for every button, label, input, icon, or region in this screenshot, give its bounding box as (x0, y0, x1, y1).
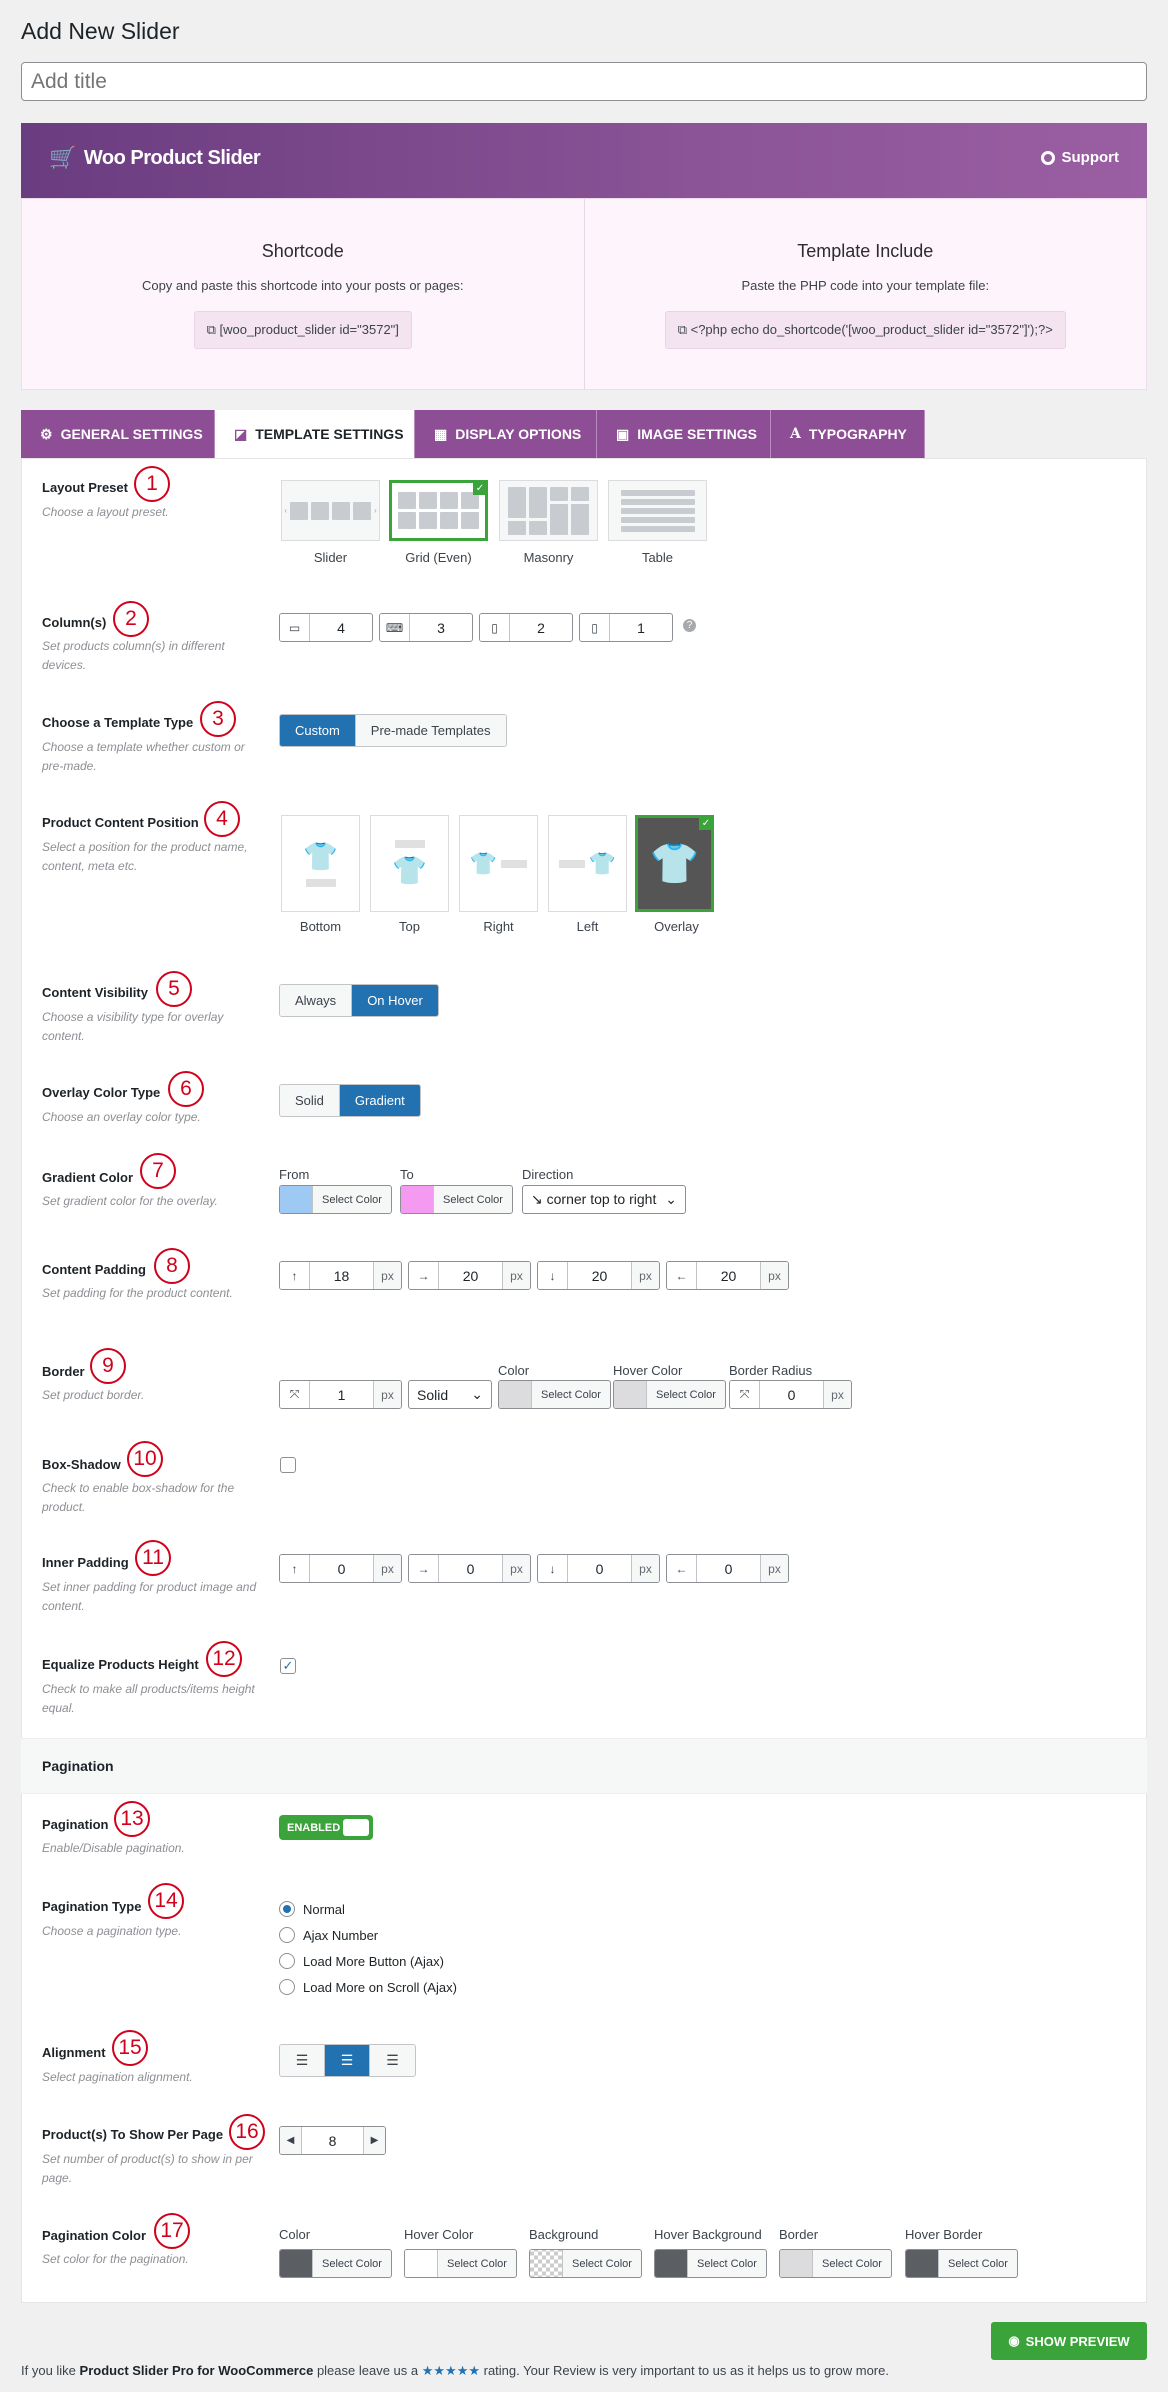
unit-label: px (373, 1262, 401, 1289)
unit-label: px (502, 1262, 530, 1289)
footer-mid: please leave us a (313, 2363, 422, 2378)
table-preview-icon (621, 490, 695, 532)
template-include-code[interactable] (665, 311, 1066, 349)
callout-number: 14 (148, 1883, 184, 1919)
template-type-label: Choose a Template Type (42, 715, 194, 730)
arrow-down-icon: ↓ (538, 1262, 568, 1289)
footer-text (21, 2363, 889, 2379)
color-swatch (405, 2250, 437, 2277)
inner-padding-right-input[interactable] (408, 1554, 531, 1583)
columns-laptop-input[interactable] (379, 613, 473, 642)
picker-label: Hover Background (654, 2227, 762, 2242)
radio-label: Normal (303, 1901, 345, 1917)
callout-number: 7 (140, 1153, 176, 1189)
callout-number: 11 (135, 1540, 171, 1576)
callout-number: 5 (156, 971, 192, 1007)
shortcode-code[interactable] (194, 311, 412, 349)
pagination-toggle[interactable] (279, 1815, 373, 1840)
radio-dot (279, 1953, 295, 1969)
lifebuoy-icon (1041, 151, 1055, 165)
check-badge-icon: ✓ (473, 481, 487, 495)
footer-pre: If you like (21, 2363, 80, 2378)
increment-icon[interactable]: ▶ (363, 2127, 385, 2154)
cart-icon: 🛒 (49, 145, 76, 170)
pagination-color-desc: Set color for the pagination. (42, 2252, 189, 2266)
callout-number: 2 (113, 601, 149, 637)
inner-padding-left-input[interactable] (666, 1554, 789, 1583)
to-label: To (400, 1167, 414, 1182)
preset-caption: Slider (313, 550, 348, 565)
radio-label: Load More Button (Ajax) (303, 1953, 444, 1969)
copy-icon: ⧉ (206, 322, 216, 337)
template-include-column (584, 199, 1147, 389)
arrow-up-icon: ↑ (280, 1555, 310, 1582)
border-hover-color-label: Hover Color (613, 1363, 683, 1378)
picker-label: Background (529, 2227, 599, 2242)
pagination-type-label: Pagination Type (42, 1899, 142, 1914)
mobile-icon: ▯ (580, 614, 610, 641)
select-color-label: Select Color (687, 2250, 766, 2277)
direction-select[interactable] (522, 1185, 686, 1214)
settings-tabs (21, 410, 925, 458)
tab-label: GENERAL SETTINGS (60, 426, 203, 442)
border-style-value: Solid (417, 1386, 449, 1403)
position-top[interactable] (370, 815, 449, 912)
padding-value: 0 (466, 1560, 475, 1577)
border-style-select[interactable] (408, 1380, 492, 1409)
tshirt-icon: 👕 (588, 850, 617, 876)
arrow-right-icon: → (409, 1262, 439, 1289)
rating-stars[interactable]: ★★★★★ (421, 2363, 481, 2378)
padding-value: 18 (333, 1267, 350, 1284)
brand-name: Woo Product Slider (83, 146, 261, 169)
preset-caption: Grid (Even) (405, 550, 472, 565)
column-value: 2 (537, 619, 545, 636)
radio-dot (279, 1927, 295, 1943)
border-label: Border (42, 1364, 85, 1379)
columns-label: Column(s) (42, 615, 107, 630)
callout-number: 8 (154, 1248, 190, 1284)
color-swatch (906, 2250, 938, 2277)
expand-icon: ⤧ (730, 1381, 760, 1408)
laptop-icon: ⌨ (380, 614, 410, 641)
support-label: Support (1061, 149, 1119, 166)
callout-number: 16 (229, 2114, 265, 2150)
grid-icon: ▦ (434, 425, 448, 442)
inner-padding-label: Inner Padding (42, 1555, 129, 1570)
tab-display-options[interactable] (415, 410, 597, 458)
callout-number: 4 (204, 801, 240, 837)
template-include-text: <?php echo do_shortcode('[woo_product_slider id="3572"]');?> (690, 322, 1053, 337)
box-shadow-desc: Check to enable box-shadow for the product. (42, 1481, 235, 1514)
equalize-label: Equalize Products Height (42, 1657, 199, 1672)
shortcode-title: Shortcode (261, 241, 344, 261)
box-shadow-checkbox[interactable] (280, 1457, 296, 1473)
tshirt-icon: 👕 (469, 850, 498, 876)
decrement-icon[interactable]: ◀ (280, 2127, 302, 2154)
gear-icon: ⚙ (40, 425, 53, 442)
tablet-icon: ▯ (480, 614, 510, 641)
unit-label: px (760, 1555, 788, 1582)
border-width-input[interactable] (279, 1380, 402, 1409)
select-color-label: Select Color (437, 2250, 516, 2277)
template-include-desc: Paste the PHP code into your template file: (741, 278, 990, 293)
padding-bottom-input[interactable] (537, 1261, 660, 1290)
tab-image-settings[interactable] (597, 410, 771, 458)
check-badge-icon: ✓ (699, 816, 713, 830)
content-position-label: Product Content Position (42, 815, 199, 830)
visibility-label: Content Visibility (42, 985, 148, 1000)
border-desc: Set product border. (42, 1388, 145, 1402)
visibility-desc: Choose a visibility type for overlay content. (42, 1010, 224, 1043)
pagination-type-radios (279, 1896, 457, 2000)
padding-top-input[interactable] (279, 1261, 402, 1290)
gradient-desc: Set gradient color for the overlay. (42, 1194, 218, 1208)
transparent-swatch (530, 2250, 562, 2277)
tshirt-icon: 👕 (649, 842, 700, 886)
direction-value: ↘ corner top to right (531, 1191, 657, 1207)
template-include-title: Template Include (797, 241, 934, 261)
pagination-type-desc: Choose a pagination type. (42, 1924, 182, 1938)
masonry-preview-icon (508, 487, 589, 535)
tab-typography[interactable] (771, 410, 925, 458)
brand (49, 145, 260, 171)
text-lines-icon (306, 879, 336, 887)
content-padding-desc: Set padding for the product content. (42, 1286, 233, 1300)
section-title: Pagination (42, 1758, 114, 1774)
tshirt-icon: 👕 (303, 841, 338, 872)
callout-number: 1 (134, 466, 170, 502)
radio-normal[interactable] (279, 1896, 457, 1922)
pagination-toggle-label: Pagination (42, 1817, 109, 1832)
font-icon: A (790, 426, 801, 442)
callout-number: 6 (168, 1071, 204, 1107)
preset-masonry[interactable] (499, 480, 598, 541)
pagination-hover-background-picker[interactable] (654, 2249, 767, 2278)
callout-number: 3 (200, 701, 236, 737)
equalize-checkbox[interactable] (280, 1658, 296, 1674)
text-lines-icon (395, 840, 425, 848)
pagination-color-picker[interactable] (279, 2249, 392, 2278)
shortcode-panel (21, 198, 1147, 390)
padding-value: 20 (591, 1267, 608, 1284)
columns-desc: Set products column(s) in different devices. (42, 639, 225, 672)
padding-left-input[interactable] (666, 1261, 789, 1290)
radio-dot (279, 1901, 295, 1917)
alignment-desc: Select pagination alignment. (42, 2070, 193, 2084)
solid-button[interactable]: Solid (280, 1085, 340, 1116)
padding-value: 0 (724, 1560, 733, 1577)
tab-label: DISPLAY OPTIONS (455, 426, 582, 442)
preview-label: SHOW PREVIEW (1025, 2333, 1130, 2349)
grid-preview-icon (398, 492, 479, 529)
callout-number: 12 (206, 1641, 242, 1677)
picker-label: Border (779, 2227, 819, 2242)
inner-padding-desc: Set inner padding for product image and content. (42, 1580, 257, 1613)
image-icon: ▣ (616, 425, 630, 442)
arrow-left-icon: ← (667, 1262, 697, 1289)
picker-label: Hover Border (905, 2227, 983, 2242)
pagination-section-header (21, 1738, 1147, 1794)
layout-preset-desc: Choose a layout preset. (42, 505, 169, 519)
arrow-up-icon: ↑ (280, 1262, 310, 1289)
select-color-label: Select Color (531, 1381, 610, 1408)
page-title: Add New Slider (21, 18, 180, 44)
radio-load-more-scroll[interactable] (279, 1974, 457, 2000)
desktop-icon: ▭ (280, 614, 310, 641)
select-color-label: Select Color (562, 2250, 641, 2277)
shortcode-desc: Copy and paste this shortcode into your posts or pages: (141, 278, 464, 293)
content-position-desc: Select a position for the product name, content, meta etc. (42, 840, 248, 873)
from-color-picker[interactable] (279, 1185, 392, 1214)
preset-caption: Table (641, 550, 674, 565)
tab-label: TYPOGRAPHY (808, 426, 907, 442)
padding-right-input[interactable] (408, 1261, 531, 1290)
custom-template-button[interactable]: Custom (280, 715, 356, 746)
show-preview-button[interactable] (991, 2322, 1147, 2360)
border-color-label: Color (498, 1363, 530, 1378)
select-color-label: Select Color (312, 1186, 391, 1213)
radio-dot (279, 1979, 295, 1995)
color-swatch (655, 2250, 687, 2277)
per-page-value: 8 (328, 2132, 337, 2149)
alignment-buttons (279, 2044, 416, 2077)
picker-label: Color (279, 2227, 311, 2242)
column-value: 1 (637, 619, 645, 636)
position-caption: Top (399, 919, 420, 934)
position-right[interactable] (459, 815, 538, 912)
callout-number: 17 (154, 2213, 190, 2249)
toggle-knob (343, 1819, 369, 1836)
pagination-toggle-desc: Enable/Disable pagination. (42, 1841, 185, 1855)
callout-number: 13 (114, 1801, 150, 1837)
column-value: 4 (337, 619, 345, 636)
select-color-label: Select Color (646, 1381, 725, 1408)
padding-value: 20 (462, 1267, 479, 1284)
unit-label: px (631, 1555, 659, 1582)
footer-product: Product Slider Pro for WooCommerce (79, 2363, 314, 2378)
shortcode-text: [woo_product_slider id="3572"] (219, 322, 399, 337)
slider-preview-icon: ‹ › (284, 502, 376, 520)
to-color-picker[interactable] (400, 1185, 513, 1214)
content-padding-label: Content Padding (42, 1262, 146, 1277)
callout-number: 10 (127, 1441, 163, 1477)
color-swatch (280, 1186, 312, 1213)
help-icon[interactable]: ? (683, 619, 696, 632)
tab-general-settings[interactable] (21, 410, 215, 458)
columns-desktop-input[interactable] (279, 613, 373, 642)
gradient-button[interactable]: Gradient (340, 1085, 420, 1116)
radio-label: Ajax Number (303, 1927, 379, 1943)
inner-padding-top-input[interactable] (279, 1554, 402, 1583)
position-overlay[interactable] (635, 815, 714, 912)
picker-label: Hover Color (404, 2227, 474, 2242)
select-color-label: Select Color (433, 1186, 512, 1213)
callout-number: 9 (90, 1348, 126, 1384)
select-color-label: Select Color (312, 2250, 391, 2277)
border-hover-color-picker[interactable] (613, 1380, 726, 1409)
pagination-hover-color-picker[interactable] (404, 2249, 517, 2278)
overlay-type-desc: Choose an overlay color type. (42, 1110, 201, 1124)
per-page-label: Product(s) To Show Per Page (42, 2127, 224, 2142)
position-caption: Left (576, 919, 599, 934)
select-color-label: Select Color (812, 2250, 891, 2277)
arrow-down-icon: ↓ (538, 1555, 568, 1582)
shortcode-column (22, 199, 584, 389)
align-center-icon[interactable]: ☰ (325, 2045, 370, 2076)
checkmark-icon: ✓ (282, 1658, 294, 1673)
radio-label: Load More on Scroll (Ajax) (303, 1979, 457, 1995)
copy-icon: ⧉ (677, 322, 687, 337)
preset-slider[interactable] (281, 480, 380, 541)
chevron-down-icon: ⌄ (665, 1191, 677, 1207)
always-button[interactable]: Always (280, 985, 352, 1016)
unit-label: px (373, 1555, 401, 1582)
pagination-border-picker[interactable] (779, 2249, 892, 2278)
gradient-label: Gradient Color (42, 1170, 134, 1185)
per-page-desc: Set number of product(s) to show in per page. (42, 2152, 253, 2185)
position-caption: Right (483, 919, 514, 934)
preset-grid-even[interactable] (389, 480, 488, 541)
padding-value: 0 (337, 1560, 346, 1577)
premade-template-button[interactable]: Pre-made Templates (356, 715, 506, 746)
pagination-background-picker[interactable] (529, 2249, 642, 2278)
unit-label: px (631, 1262, 659, 1289)
box-shadow-label: Box-Shadow (42, 1457, 121, 1472)
position-caption: Bottom (299, 919, 342, 934)
arrow-left-icon: ← (667, 1555, 697, 1582)
padding-value: 0 (595, 1560, 604, 1577)
unit-label: px (502, 1555, 530, 1582)
text-lines-icon (559, 860, 585, 868)
tab-label: TEMPLATE SETTINGS (255, 426, 404, 442)
radio-load-more-button[interactable] (279, 1948, 457, 1974)
arrow-right-icon: → (409, 1555, 439, 1582)
title-input[interactable] (21, 62, 1147, 101)
select-color-label: Select Color (938, 2250, 1017, 2277)
equalize-desc: Check to make all products/items height equal. (42, 1682, 255, 1715)
columns-mobile-input[interactable] (579, 613, 673, 642)
on-hover-button[interactable]: On Hover (352, 985, 438, 1016)
border-radius-value: 0 (787, 1386, 796, 1403)
callout-number: 15 (112, 2030, 148, 2066)
color-swatch (401, 1186, 433, 1213)
pagination-hover-border-picker[interactable] (905, 2249, 1018, 2278)
border-radius-input[interactable] (729, 1380, 852, 1409)
position-left[interactable] (548, 815, 627, 912)
columns-tablet-input[interactable] (479, 613, 573, 642)
eye-icon: ◉ (1008, 2333, 1020, 2348)
expand-icon: ⤧ (280, 1381, 310, 1408)
layout-preset-label: Layout Preset (42, 480, 128, 495)
tshirt-icon: 👕 (392, 855, 427, 886)
border-width-value: 1 (337, 1386, 346, 1403)
radio-ajax-number[interactable] (279, 1922, 457, 1948)
column-value: 3 (437, 619, 445, 636)
padding-value: 20 (720, 1267, 737, 1284)
align-left-icon[interactable]: ☰ (280, 2045, 325, 2076)
from-label: From (279, 1167, 310, 1182)
direction-label: Direction (522, 1167, 574, 1182)
toggle-state: ENABLED (287, 1821, 341, 1834)
border-color-picker[interactable] (498, 1380, 611, 1409)
tab-template-settings[interactable] (215, 410, 415, 458)
unit-label: px (823, 1381, 851, 1408)
color-swatch (499, 1381, 531, 1408)
support-link[interactable] (1041, 149, 1120, 166)
border-radius-label: Border Radius (729, 1363, 813, 1378)
tab-label: IMAGE SETTINGS (637, 426, 758, 442)
pagination-color-label: Pagination Color (42, 2228, 146, 2243)
inner-padding-bottom-input[interactable] (537, 1554, 660, 1583)
preset-table[interactable] (608, 480, 707, 541)
text-lines-icon (501, 860, 527, 868)
color-swatch (780, 2250, 812, 2277)
color-swatch (614, 1381, 646, 1408)
template-type-buttons (279, 714, 507, 747)
position-caption: Overlay (654, 919, 699, 934)
visibility-buttons (279, 984, 439, 1017)
palette-icon: ◪ (234, 425, 248, 442)
align-right-icon[interactable]: ☰ (370, 2045, 415, 2076)
chevron-down-icon: ⌄ (471, 1386, 483, 1402)
template-type-desc: Choose a template whether custom or pre-made. (42, 740, 245, 773)
position-bottom[interactable] (281, 815, 360, 912)
footer-post: rating. Your Review is very important to us as it helps us to grow more. (480, 2363, 889, 2378)
overlay-type-buttons (279, 1084, 421, 1117)
unit-label: px (760, 1262, 788, 1289)
per-page-stepper[interactable] (279, 2126, 386, 2155)
color-swatch (280, 2250, 312, 2277)
unit-label: px (373, 1381, 401, 1408)
preset-caption: Masonry (523, 550, 574, 565)
plugin-header (21, 123, 1147, 198)
overlay-type-label: Overlay Color Type (42, 1085, 161, 1100)
alignment-label: Alignment (42, 2045, 106, 2060)
